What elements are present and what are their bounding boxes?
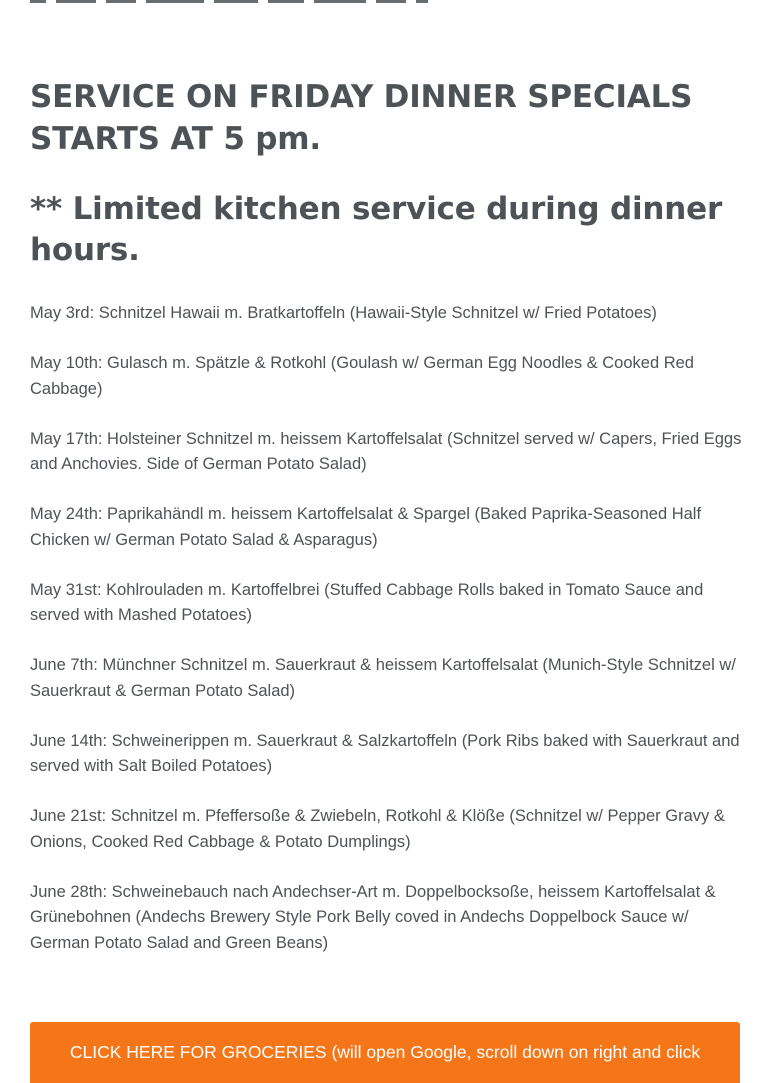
special-item: June 14th: Schweinerippen m. Sauerkraut & Salzkartoffeln (Pork Ribs baked with Sauerkraut and served with Salt Boiled Potatoes) [30,731,740,775]
clipped-text-fragment [146,0,204,3]
clipped-text-fragment [376,0,406,3]
limited-kitchen-heading: ** Limited kitchen service during dinner hours. [30,191,723,268]
service-start-heading: SERVICE ON FRIDAY DINNER SPECIALS STARTS AT 5 pm. [30,79,693,157]
clipped-text-fragment [416,0,428,3]
dinner-specials-list [30,301,742,981]
special-item: May 24th: Paprikahändl m. heissem Kartoffelsalat & Spargel (Baked Paprika-Seasoned Half Chicken w/ German Potato Salad & Asparagus) [30,505,702,549]
clipped-text-fragment [268,0,304,3]
special-item: June 28th: Schweinebauch nach Andechser-Art m. Doppelbocksoße, heissem Kartoffelsalat & Grünebohnen (Andechs Brewery Style Pork Belly coved in Andechs Doppelbock Sauce w/ German Potato Salad and Green Beans) [30,882,716,952]
special-item: May 3rd: Schnitzel Hawaii m. Bratkartoffeln (Hawaii-Style Schnitzel w/ Fried Potatoes) [30,304,657,322]
clipped-text-fragment [30,0,46,3]
clipped-text-fragment [56,0,96,3]
special-item: May 10th: Gulasch m. Spätzle & Rotkohl (Goulash w/ German Egg Noodles & Cooked Red Cabbage) [30,354,694,398]
groceries-button-label: CLICK HERE FOR GROCERIES (will open Google, scroll down on right and click [69,1042,701,1062]
clipped-text-fragment [214,0,258,3]
special-item: June 7th: Münchner Schnitzel m. Sauerkraut & heissem Kartoffelsalat (Munich-Style Schnitzel w/ Sauerkraut & German Potato Salad) [30,656,736,700]
groceries-link-button[interactable] [30,1022,740,1083]
clipped-text-fragment [106,0,136,3]
clipped-previous-text [30,0,550,6]
page-content [30,0,742,1083]
special-item: May 31st: Kohlrouladen m. Kartoffelbrei (Stuffed Cabbage Rolls baked in Tomato Sauce and served with Mashed Potatoes) [30,580,704,624]
special-item: May 17th: Holsteiner Schnitzel m. heissem Kartoffelsalat (Schnitzel served w/ Capers, Fried Eggs and Anchovies. Side of German Potato Salad) [30,429,742,473]
special-item: June 21st: Schnitzel m. Pfeffersoße & Zwiebeln, Rotkohl & Klöße (Schnitzel w/ Pepper Gravy & Onions, Cooked Red Cabbage & Potato Dumplings) [30,807,725,851]
clipped-text-fragment [314,0,366,3]
